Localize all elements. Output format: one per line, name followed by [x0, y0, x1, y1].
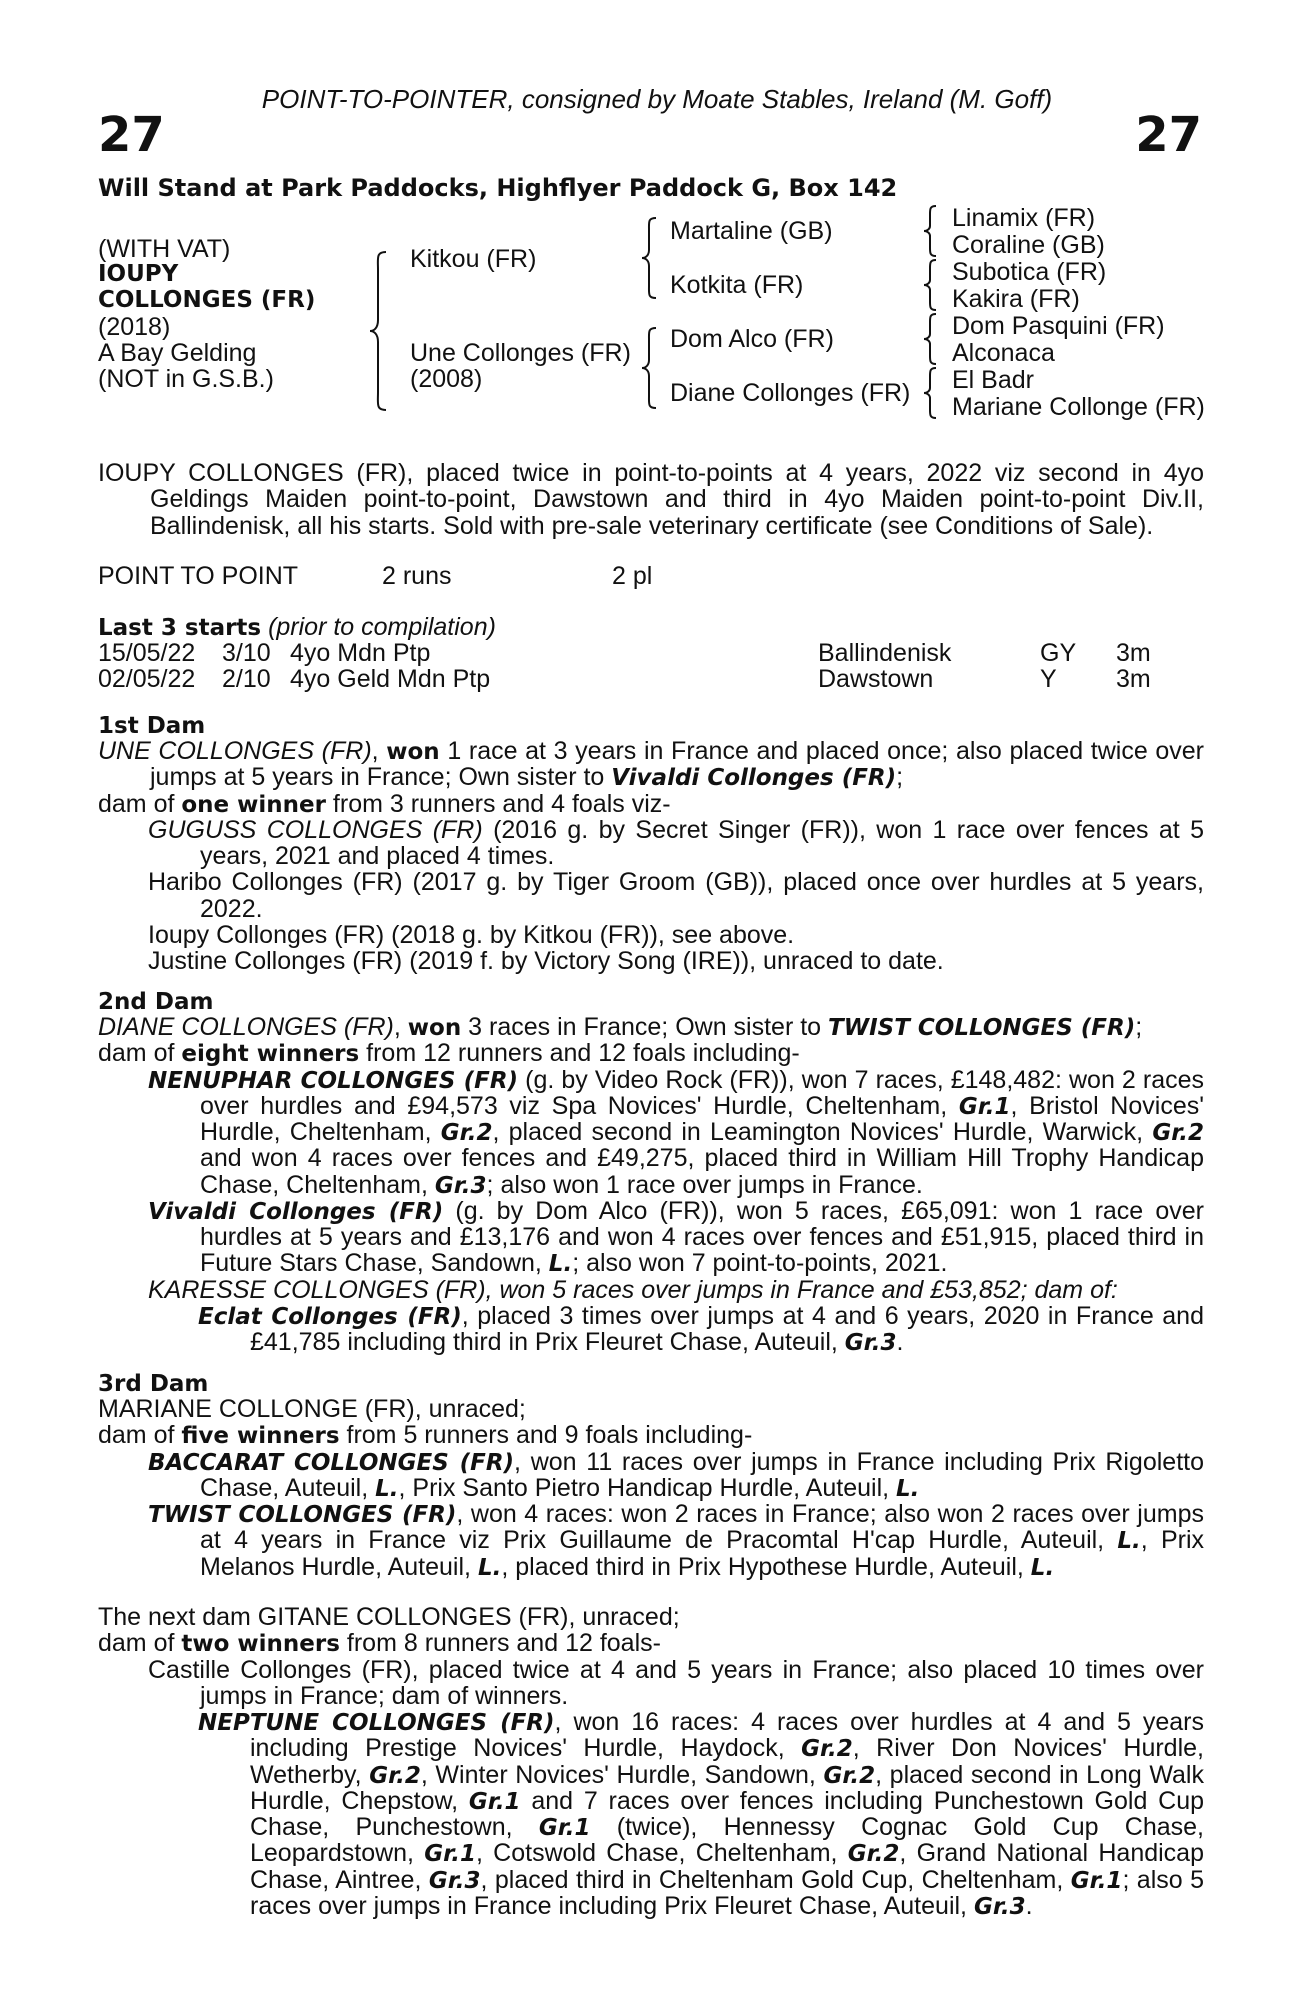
second-dam-name: DIANE COLLONGES (FR): [98, 1013, 394, 1042]
horse-summary: [98, 460, 1204, 539]
runner-name: NEPTUNE COLLONGES (FR): [198, 1710, 555, 1736]
first-dam-produce: [98, 791, 1204, 817]
second-dam-section: [98, 990, 1204, 1355]
runner-text: , placed second in Leamington Novices' Hurdle, Warwick,: [492, 1118, 1153, 1147]
runner-text: (twice), Hennessy Cognac Gold Cup Chase, Leopardstown,: [250, 1813, 1204, 1868]
third-dam-produce: [98, 1422, 1204, 1448]
produce-suffix: from 8 runners and 12 foals-: [339, 1629, 661, 1658]
runner-text: , won 11 races over jumps in France including Prix Rigoletto Chase, Auteuil,: [200, 1447, 1204, 1502]
last-starts-note: (prior to compilation): [268, 613, 496, 641]
listed-label: L.: [1117, 1528, 1141, 1555]
pedigree-gen2-1: Martaline (GB): [670, 217, 833, 245]
runner-name: BACCARAT COLLONGES (FR): [148, 1449, 515, 1476]
grade-label: Gr.2: [440, 1120, 493, 1147]
castille-entry: Castille Collonges (FR), placed twice at 4 and 5 years in France; also placed 10 times over jumps in France; dam of winners.: [148, 1655, 1204, 1710]
record-label: POINT TO POINT: [98, 562, 299, 590]
grade-label: Gr.2: [1152, 1120, 1204, 1147]
start-distance: 3m: [1116, 665, 1151, 693]
horse-name-line1: IOUPY: [98, 261, 179, 287]
baccarat-entry: [98, 1449, 1204, 1502]
foal-text: (2016 g. by Secret Singer (FR)), won 1 race over fences at 5 years, 2021 and placed 4 times.: [200, 815, 1204, 871]
runner-text: , won 4 races: won 2 races in France; also won 2 races over jumps at 4 years in France viz Prix Guillaume de Pracomtal H'cap Hurdle, Auteuil,: [200, 1500, 1204, 1555]
runner-text: , Winter Novices' Hurdle, Sandown,: [420, 1760, 824, 1789]
foal-name: GUGUSS COLLONGES (FR): [148, 815, 483, 844]
first-dam-text: 1 race at 3 years in France and placed once; also placed twice over jumps at 5 years in France; Own sister to: [150, 737, 1204, 792]
runner-text: , Bristol Novices' Hurdle, Cheltenham,: [200, 1091, 1204, 1147]
pedigree-gen2-4: Diane Collonges (FR): [670, 379, 911, 407]
start-course: Dawstown: [818, 665, 934, 693]
first-dam-record: UNE COLLONGES (FR), won 1 race at 3 years in France and placed once; also placed twice over jumps at 5 years in France; Own sister to Vivaldi Collonges (FR);: [98, 737, 1204, 792]
pedigree-gen2-2: Kotkita (FR): [670, 271, 804, 299]
produce-suffix: from 3 runners and 4 foals viz-: [325, 789, 671, 818]
runner-text: , Grand National Handicap Chase, Aintree,: [250, 1839, 1204, 1894]
gsb-note: (NOT in G.S.B.): [98, 365, 274, 393]
brace-gen2-sire: [640, 216, 658, 300]
pedigree-gen3-7: El Badr: [952, 366, 1034, 394]
grade-label: Gr.2: [801, 1736, 853, 1763]
listed-label: L.: [477, 1554, 502, 1581]
start-date: 15/05/22: [98, 639, 196, 667]
grade-label: Gr.3: [973, 1893, 1026, 1920]
next-dam-section: [98, 1604, 1204, 1919]
pedigree-gen3-3: Subotica (FR): [952, 258, 1107, 286]
start-race: 4yo Mdn Ptp: [290, 639, 431, 667]
start-going: GY: [1040, 639, 1077, 667]
runner-text: and won 4 races over fences and £49,275, placed third in William Hill Trophy Handicap Chase, Cheltenham,: [200, 1144, 1204, 1199]
horse-description: A Bay Gelding: [98, 339, 257, 367]
lot-number-right: 27: [1135, 107, 1202, 163]
runner-text: , Cotswold Chase, Cheltenham,: [475, 1839, 848, 1868]
runner-text: , placed third in Prix Hypothese Hurdle, Auteuil,: [501, 1552, 1031, 1581]
brace-gen3-1: [922, 204, 938, 258]
winners-count: one winner: [181, 791, 326, 818]
pedigree-gen3-6: Alconaca: [952, 339, 1055, 367]
vivaldi-entry: [98, 1198, 1204, 1277]
grade-label: Gr.1: [958, 1093, 1011, 1120]
grade-label: Gr.1: [538, 1815, 591, 1841]
start-course: Ballindenisk: [818, 639, 952, 667]
record-runs: 2 runs: [382, 562, 452, 590]
horse-name-line2: COLLONGES (FR): [98, 287, 316, 313]
third-dam-section: [98, 1372, 1204, 1580]
brace-gen3-3: [922, 312, 938, 366]
vat-note: (WITH VAT): [98, 235, 231, 263]
runner-name: Eclat Collonges (FR): [198, 1303, 462, 1330]
runner-name: TWIST COLLONGES (FR): [148, 1502, 457, 1529]
third-dam-heading: 3rd Dam: [98, 1371, 209, 1397]
start-date: 02/05/22: [98, 665, 196, 693]
pedigree-gen3-1: Linamix (FR): [952, 204, 1096, 232]
sire-name: Kitkou (FR): [410, 245, 537, 273]
last-starts-title: Last 3 starts: [98, 615, 262, 641]
runner-text: .: [1025, 1891, 1033, 1920]
grade-label: Gr.1: [468, 1788, 521, 1815]
neptune-entry: [98, 1709, 1204, 1919]
punct: ;: [896, 763, 904, 792]
grade-label: Gr.3: [844, 1330, 897, 1357]
grade-label: Gr.2: [369, 1762, 421, 1789]
first-dam-name: UNE COLLONGES (FR): [98, 737, 372, 766]
stand-location: Will Stand at Park Paddocks, Highflyer Paddock G, Box 142: [98, 174, 898, 202]
runner-name: NENUPHAR COLLONGES (FR): [148, 1067, 519, 1094]
next-dam-record: The next dam GITANE COLLONGES (FR), unraced;: [98, 1603, 680, 1631]
runner-text: , placed second in Long Walk Hurdle, Chepstow,: [250, 1760, 1204, 1815]
record-placed: 2 pl: [612, 562, 653, 590]
grade-label: Gr.2: [823, 1762, 876, 1789]
runner-text: , River Don Novices' Hurdle, Wetherby,: [250, 1734, 1204, 1789]
second-dam-heading: 2nd Dam: [98, 989, 214, 1015]
second-dam-produce: [98, 1040, 1204, 1066]
horse-year: (2018): [98, 313, 171, 341]
eclat-entry: [98, 1303, 1204, 1356]
won-label: won: [407, 1015, 462, 1042]
runner-text: ; also 5 races over jumps in France including Prix Fleuret Chase, Auteuil,: [250, 1865, 1204, 1920]
grade-label: Gr.1: [1070, 1867, 1123, 1894]
pedigree-gen3-5: Dom Pasquini (FR): [952, 312, 1165, 340]
pedigree-gen2-3: Dom Alco (FR): [670, 325, 834, 353]
start-race: 4yo Geld Mdn Ptp: [290, 665, 491, 693]
runner-text: ; also won 7 point-to-points, 2021.: [572, 1249, 948, 1278]
last-starts-heading: [98, 614, 496, 640]
first-dam-heading: 1st Dam: [98, 713, 206, 739]
listed-label: L.: [1030, 1554, 1055, 1581]
start-distance: 3m: [1116, 639, 1151, 667]
winners-count: eight winners: [181, 1041, 360, 1068]
second-dam-sister: TWIST COLLONGES (FR): [828, 1015, 1136, 1042]
runner-text: , placed 3 times over jumps at 4 and 6 years, 2020 in France and £41,785 including third in Prix Fleuret Chase, Auteuil,: [250, 1301, 1204, 1357]
next-dam-produce: [98, 1630, 1204, 1656]
first-dam-foal-1: [98, 817, 1204, 870]
runner-text: ; also won 1 race over jumps in France.: [486, 1170, 923, 1199]
lot-number-left: 27: [98, 107, 165, 163]
first-dam-foal-3: Ioupy Collonges (FR) (2018 g. by Kitkou (FR)), see above.: [148, 920, 795, 949]
winners-count: five winners: [181, 1423, 340, 1450]
runner-text: and 7 races over fences including Punchestown Gold Cup Chase, Punchestown,: [250, 1786, 1205, 1841]
first-dam-foal-2: Haribo Collonges (FR) (2017 g. by Tiger Groom (GB)), placed once over hurdles at 5 years, 2022.: [148, 868, 1204, 923]
produce-prefix: dam of: [98, 1629, 182, 1658]
runner-text: (g. by Dom Alco (FR)), won 5 races, £65,091: won 1 race over hurdles at 5 years and £13,176 and won 4 races over fences and £51,915, placed third in Future Stars Chase, Sandown,: [200, 1196, 1204, 1278]
brace-gen2-dam: [640, 326, 658, 410]
grade-label: Gr.1: [424, 1841, 476, 1868]
runner-text: .: [896, 1328, 904, 1357]
pedigree-gen3-8: Mariane Collonge (FR): [952, 393, 1205, 421]
first-dam-sister: Vivaldi Collonges (FR): [611, 765, 897, 792]
punct: ;: [1135, 1013, 1143, 1042]
grade-label: Gr.3: [428, 1867, 481, 1894]
won-label: won: [386, 739, 440, 766]
produce-suffix: from 12 runners and 12 foals including-: [359, 1039, 800, 1068]
listed-label: L.: [896, 1475, 920, 1502]
dam-year: (2008): [410, 365, 483, 393]
start-position: 2/10: [222, 665, 271, 693]
brace-gen3-2: [922, 258, 938, 312]
second-dam-record: DIANE COLLONGES (FR), won 3 races in France; Own sister to TWIST COLLONGES (FR);: [98, 1013, 1143, 1042]
dam-name: Une Collonges (FR): [410, 339, 631, 367]
runner-text: , Prix Melanos Hurdle, Auteuil,: [200, 1526, 1204, 1581]
pedigree-gen3-2: Coraline (GB): [952, 231, 1105, 259]
third-dam-record: MARIANE COLLONGE (FR), unraced;: [98, 1395, 526, 1424]
produce-prefix: dam of: [98, 1039, 182, 1068]
runner-name: Vivaldi Collonges (FR): [148, 1198, 444, 1225]
pedigree-gen3-4: Kakira (FR): [952, 285, 1080, 313]
grade-label: Gr.2: [847, 1841, 900, 1868]
start-position: 3/10: [222, 639, 271, 667]
brace-gen1: [368, 250, 388, 412]
winners-count: two winners: [181, 1631, 340, 1658]
twist-entry: [98, 1501, 1204, 1580]
produce-suffix: from 5 runners and 9 foals including-: [339, 1421, 753, 1450]
listed-label: L.: [548, 1251, 573, 1278]
runner-text: , Prix Santo Pietro Handicap Hurdle, Auteuil,: [398, 1473, 897, 1502]
produce-prefix: dam of: [98, 1421, 182, 1450]
runner-text: , won 16 races: 4 races over hurdles at 4 and 5 years including Prestige Novices' Hurdle, Haydock,: [250, 1708, 1204, 1763]
catalogue-header: POINT-TO-POINTER, consigned by Moate Stables, Ireland (M. Goff): [261, 84, 1053, 114]
produce-prefix: dam of: [98, 789, 182, 818]
grade-label: Gr.3: [434, 1172, 487, 1199]
second-dam-text: 3 races in France; Own sister to: [461, 1013, 829, 1042]
start-going: Y: [1040, 665, 1057, 693]
listed-label: L.: [375, 1475, 399, 1502]
nenuphar-entry: [98, 1067, 1204, 1198]
karesse-entry: KARESSE COLLONGES (FR), won 5 races over jumps in France and £53,852; dam of:: [148, 1275, 1118, 1304]
first-dam-foal-4: Justine Collonges (FR) (2019 f. by Victory Song (IRE)), unraced to date.: [148, 947, 944, 976]
brace-gen3-4: [922, 366, 938, 420]
first-dam-section: [98, 714, 1204, 974]
runner-text: (g. by Video Rock (FR)), won 7 races, £148,482: won 2 races over hurdles and £94,573 viz Spa Novices' Hurdle, Cheltenham,: [200, 1065, 1204, 1120]
summary-text: IOUPY COLLONGES (FR), placed twice in point-to-points at 4 years, 2022 viz second in 4yo Geldings Maiden point-to-point, Dawstown and third in 4yo Maiden point-to-point Div.II, Ballindenisk, all his starts. Sold with pre-sale veterinary certificate (see Conditions of Sale).: [98, 459, 1204, 540]
runner-text: , placed third in Cheltenham Gold Cup, Cheltenham,: [480, 1865, 1071, 1894]
